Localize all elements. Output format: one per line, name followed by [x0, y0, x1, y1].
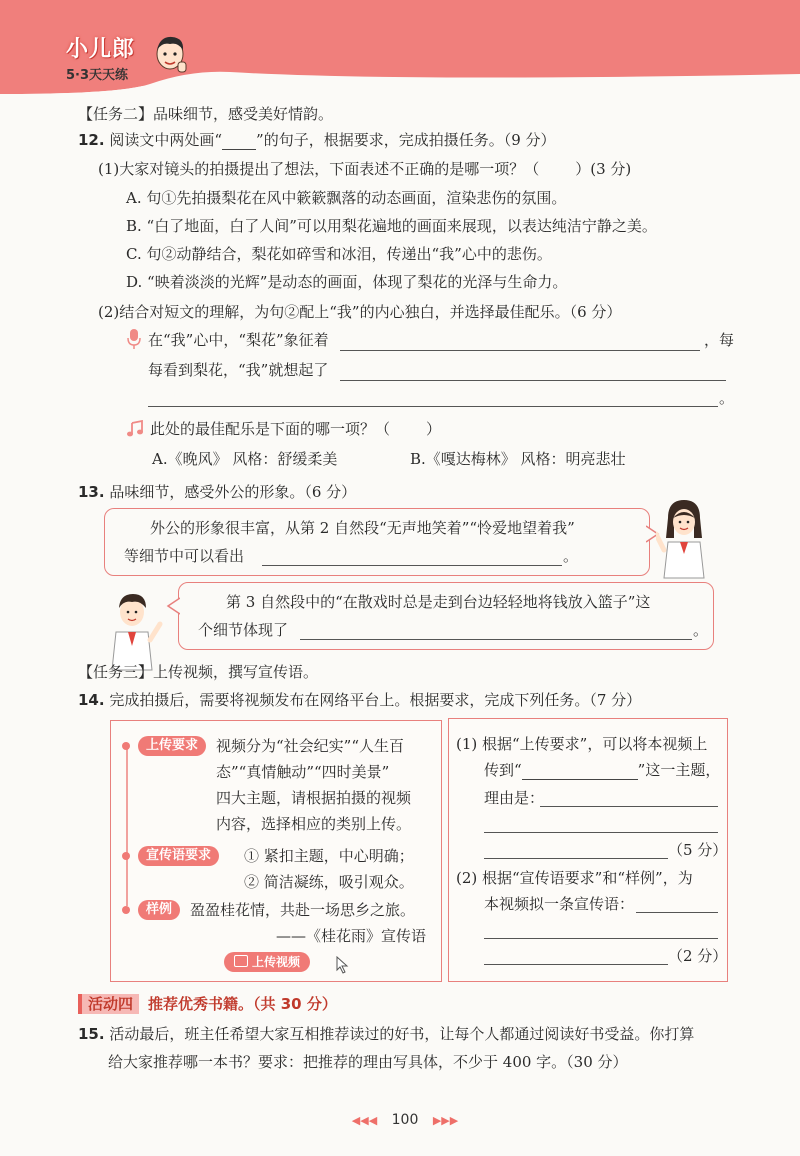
q13-bubble2-period: 。 — [693, 621, 709, 639]
q12-monologue-b: ，每 — [704, 331, 735, 349]
timeline-dot-2 — [122, 852, 130, 860]
q12-sub2-stem: (2)结合对短文的理解，为句②配上“我”的内心独白，并选择最佳配乐。（6 分） — [98, 303, 622, 321]
q12-monologue-a: 在“我”心中，“梨花”象征着 — [148, 331, 329, 349]
slogan-req-line-2: ② 简洁凝练，吸引观众。 — [244, 873, 414, 891]
student-boy-icon — [104, 588, 164, 672]
q14-right-q1-line1: (1) 根据“上传要求”，可以将本视频上 — [456, 735, 708, 753]
q13-bubble1-period: 。 — [563, 547, 579, 565]
upload-video-label: 上传视频 — [252, 955, 301, 969]
q13-prompt: 品味细节，感受外公的形象。（6 分） — [109, 483, 357, 501]
next-arrows-icon: ▶▶▶ — [432, 1114, 459, 1127]
q12-option-b: B. “白了地面，白了人间”可以用梨花遍地的画面来展现，以表达纯洁宁静之美。 — [126, 217, 657, 235]
q14-prompt: 完成拍摄后，需要将视频发布在网络平台上。根据要求，完成下列任务。（7 分） — [109, 691, 642, 709]
answer-line-monologue-1[interactable] — [340, 350, 700, 351]
answer-line-theme[interactable] — [522, 779, 638, 780]
video-play-icon — [234, 955, 248, 967]
q12-number: 12. — [78, 131, 105, 149]
q12-sub1-stem-a: (1)大家对镜头的拍摄提出了想法，下面表述不正确的是哪一项？（ — [98, 160, 540, 178]
q12-monologue-c: 每看到梨花，“我”就想起了 — [148, 361, 329, 379]
example-slogan: 盈盈桂花情，共赴一场思乡之旅。 — [190, 901, 416, 919]
q12-music-option-a: A.《晚风》 风格：舒缓柔美 — [152, 450, 338, 468]
prev-arrows-icon: ◀◀◀ — [351, 1114, 378, 1127]
student-girl-icon — [656, 498, 712, 580]
monologue-period: 。 — [719, 389, 735, 407]
q13-bubble2-line2: 个细节体现了 — [198, 621, 289, 639]
microphone-icon — [126, 328, 142, 350]
activity4-title: 推荐优秀书籍。（共 30 分） — [148, 995, 337, 1013]
q14-line — [78, 690, 641, 710]
q12-sub1-stem-b: ）(3 分) — [575, 160, 632, 178]
example-source: ——《桂花雨》宣传语 — [276, 927, 427, 945]
brand-logo — [66, 32, 135, 83]
answer-line-slogan-3[interactable] — [484, 964, 668, 965]
q14-number: 14. — [78, 691, 105, 709]
q12-line — [78, 130, 556, 150]
q15-line1 — [78, 1024, 694, 1044]
q14-right-q2-line1: (2) 根据“宣传语要求”和“样例”，为 — [456, 869, 693, 887]
answer-line-q13-1[interactable] — [262, 565, 562, 566]
q14-right-q1-pre: 传到“ — [484, 761, 522, 779]
timeline-dot-3 — [122, 906, 130, 914]
q14-right-q1-post: ”这一主题， — [637, 761, 721, 779]
q15-text-1: 活动最后，班主任希望大家互相推荐读过的好书，让每个人都通过阅读好书受益。你打算 — [109, 1025, 695, 1043]
answer-line-reason-1[interactable] — [540, 806, 718, 807]
page-number: 100 — [391, 1112, 419, 1128]
upload-req-line-4: 内容，选择相应的类别上传。 — [216, 815, 412, 833]
answer-line-reason-3[interactable] — [484, 858, 668, 859]
bubble-tail-left — [166, 596, 180, 616]
q12-prompt-a: 阅读文中两处画“ — [109, 131, 223, 149]
tag-example: 样例 — [138, 900, 180, 920]
upload-req-line-2: 态”“真情触动”“四时美景” — [216, 763, 390, 781]
q14-right-q1-score: （5 分） — [668, 841, 728, 859]
answer-line-slogan-2[interactable] — [484, 938, 718, 939]
q14-right-q2-score: （2 分） — [668, 947, 728, 965]
q12-music-option-b: B.《嘎达梅林》 风格：明亮悲壮 — [410, 450, 626, 468]
answer-line-slogan-1[interactable] — [636, 912, 718, 913]
page-footer — [340, 1112, 470, 1128]
music-note-icon — [126, 420, 144, 438]
q13-bubble2-line1: 第 3 自然段中的“在散戏时总是走到台边轻轻地将钱放入篮子”这 — [226, 593, 651, 611]
answer-line-reason-2[interactable] — [484, 832, 718, 833]
q12-prompt-b: ”的句子，根据要求，完成拍摄任务。（9 分） — [256, 131, 556, 149]
timeline-line — [126, 746, 128, 906]
upload-req-line-3: 四大主题，请根据拍摄的视频 — [216, 789, 412, 807]
brand-title: 小儿郎 — [66, 37, 136, 62]
q12-option-c: C. 句②动静结合，梨花如碎雪和冰泪，传递出“我”心中的悲伤。 — [126, 245, 552, 263]
q12-music-question — [150, 419, 441, 439]
brand-series: 5·3天天练 — [66, 68, 129, 83]
task2-label: 【任务二】品味细节，感受美好情韵。 — [78, 105, 334, 123]
q13-bubble1-line1: 外公的形象很丰富，从第 2 自然段“无声地笑着”“怜爱地望着我” — [150, 519, 575, 537]
q13-bubble1-line2: 等细节中可以看出 — [124, 547, 245, 565]
cursor-pointer-icon — [336, 956, 350, 974]
upload-req-line-1: 视频分为“社会纪实”“人生百 — [216, 737, 405, 755]
q12-blank-mark — [222, 149, 256, 150]
activity4-tag: 活动四 — [78, 994, 139, 1014]
q14-right-q2-line2: 本视频拟一条宣传语： — [484, 895, 635, 913]
tag-upload-requirements: 上传要求 — [138, 736, 206, 756]
q15-number: 15. — [78, 1025, 105, 1043]
q12-option-d: D. “映着淡淡的光辉”是动态的画面，体现了梨花的光泽与生命力。 — [126, 273, 568, 291]
q12-music-question-b: ） — [426, 420, 442, 438]
tag-slogan-requirements: 宣传语要求 — [138, 846, 219, 866]
upload-video-button[interactable] — [224, 952, 310, 972]
answer-line-monologue-2[interactable] — [340, 380, 726, 381]
q12-sub1-stem — [98, 159, 631, 179]
task3-label: 【任务三】上传视频，撰写宣传语。 — [78, 663, 319, 681]
q14-right-q1-line2 — [484, 760, 720, 780]
q12-option-a: A. 句①先拍摄梨花在风中簌簌飘落的动态画面，渲染悲伤的氛围。 — [126, 189, 567, 207]
q15-line2: 给大家推荐哪一本书？要求：把推荐的理由写具体，不少于 400 字。（30 分） — [108, 1053, 628, 1071]
slogan-req-line-1: ① 紧扣主题，中心明确； — [244, 847, 414, 865]
mascot-boy-icon — [150, 32, 190, 82]
timeline-dot-1 — [122, 742, 130, 750]
answer-line-monologue-3[interactable] — [148, 406, 718, 407]
q13-number: 13. — [78, 483, 105, 501]
answer-line-q13-2[interactable] — [300, 639, 692, 640]
q13-line — [78, 482, 356, 502]
q12-music-question-a: 此处的最佳配乐是下面的哪一项？（ — [150, 420, 391, 438]
q14-right-q1-reason: 理由是： — [484, 789, 545, 807]
